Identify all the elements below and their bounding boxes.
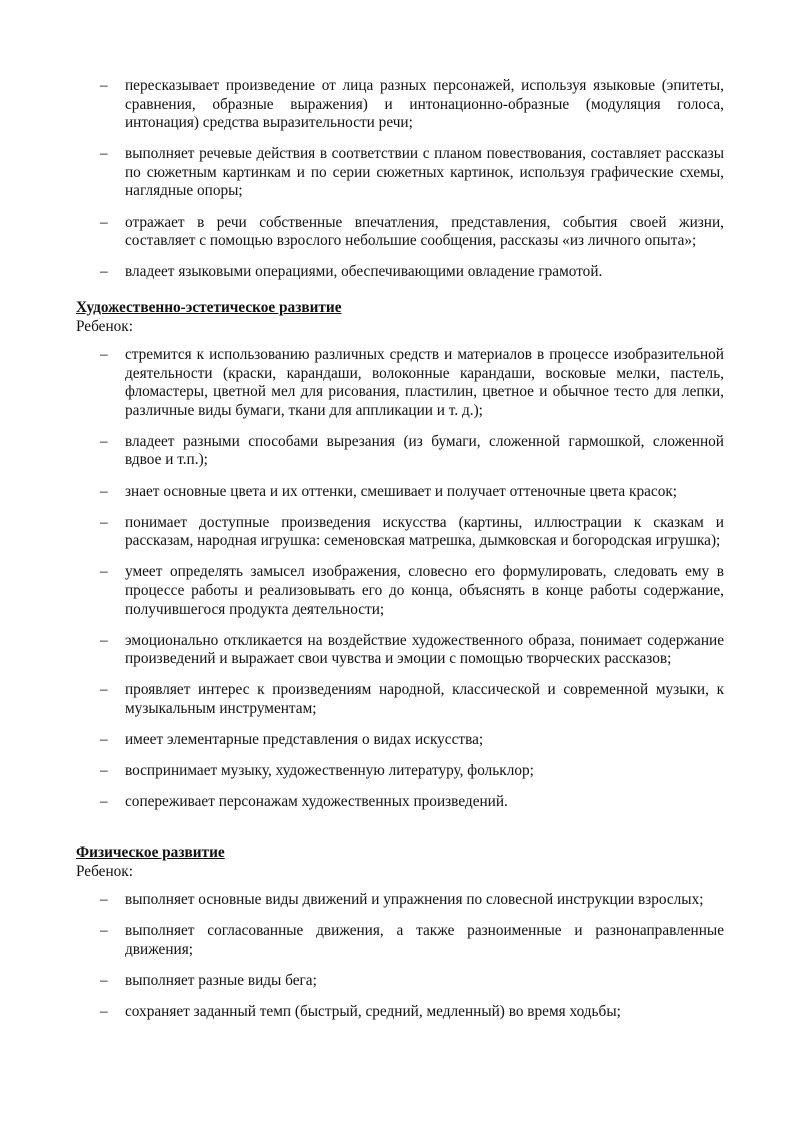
section-subject-art: Ребенок: xyxy=(76,317,133,335)
dash-bullet: – xyxy=(100,77,108,94)
list-item-text: умеет определять замысел изображения, словесно его формулировать, следовать ему в процессе работы и реализовывать его до конца, объяснять в конце работы содержание, получившегося продукта деятельности; xyxy=(125,563,724,618)
dash-bullet: – xyxy=(100,263,108,281)
list-item-text: выполняет речевые действия в соответствии с планом повествования, составляет рассказы по сюжетным картинкам и по серии сюжетных картинок, используя графические схемы, наглядные опоры; xyxy=(125,145,724,200)
dash-bullet: – xyxy=(100,762,108,780)
list-item xyxy=(0,922,800,959)
list-item xyxy=(0,762,800,781)
art-aesthetic-section-header xyxy=(0,299,800,349)
physical-development-list xyxy=(0,891,800,1034)
dash-bullet: – xyxy=(100,891,108,908)
list-item xyxy=(0,346,800,420)
list-item xyxy=(0,1003,800,1022)
list-item-text: сопереживает персонажам художественных произведений. xyxy=(125,793,508,811)
art-aesthetic-list xyxy=(0,346,800,824)
dash-bullet: – xyxy=(100,563,108,581)
list-item-text: выполняет основные виды движений и упражнения по словесной инструкции взрослых; xyxy=(125,891,704,908)
list-item xyxy=(0,514,800,551)
dash-bullet: – xyxy=(100,971,108,989)
list-item xyxy=(0,891,800,910)
list-item-text: знает основные цвета и их оттенки, смешивает и получает оттеночные цвета красок; xyxy=(125,482,678,500)
dash-bullet: – xyxy=(100,432,108,450)
list-item xyxy=(0,681,800,718)
list-item-text: владеет разными способами вырезания (из бумаги, сложенной гармошкой, сложенной вдвое и т.п.); xyxy=(125,432,724,469)
list-item-text: выполняет разные виды бега; xyxy=(125,971,317,989)
speech-development-list xyxy=(0,77,800,294)
list-item-text: эмоционально откликается на воздействие художественного образа, понимает содержание произведений и выражает свои чувства и эмоции с помощью творческих рассказов; xyxy=(125,631,724,668)
list-item-text: пересказывает произведение от лица разных персонажей, используя языковые (эпитеты, сравнения, образные выражения) и интонационно-образные (модуляция голоса, интонация) средства выразительности речи; xyxy=(125,77,724,132)
list-item xyxy=(0,972,800,991)
list-item xyxy=(0,77,800,133)
list-item xyxy=(0,263,800,282)
section-heading-physical: Физическое развитие xyxy=(76,844,225,861)
list-item xyxy=(0,145,800,201)
list-item-text: отражает в речи собственные впечатления, представления, события своей жизни, составляет с помощью взрослого небольшие сообщения, рассказы «из личного опыта»; xyxy=(125,213,724,250)
list-item-text: стремится к использованию различных средств и материалов в процессе изобразительной деятельности (краски, карандаши, волоконные карандаши, восковые мелки, пастель, фломастеры, цветной мел для рисования, пластилин, цветное и обычное тесто для лепки, различные виды бумаги, ткани для аппликации и т. д.); xyxy=(125,346,724,419)
dash-bullet: – xyxy=(100,1002,108,1020)
list-item-text: воспринимает музыку, художественную литературу, фольклор; xyxy=(125,762,534,780)
list-item xyxy=(0,632,800,669)
dash-bullet: – xyxy=(100,482,108,500)
list-item xyxy=(0,483,800,502)
dash-bullet: – xyxy=(100,922,108,940)
dash-bullet: – xyxy=(100,213,108,231)
list-item xyxy=(0,214,800,251)
list-item xyxy=(0,563,800,619)
dash-bullet: – xyxy=(100,513,108,531)
list-item-text: выполняет согласованные движения, а также разноименные и разнонаправленные движения; xyxy=(125,922,724,958)
dash-bullet: – xyxy=(100,631,108,649)
dash-bullet: – xyxy=(100,731,108,748)
list-item-text: имеет элементарные представления о видах искусства; xyxy=(125,731,484,748)
dash-bullet: – xyxy=(100,145,108,163)
list-item xyxy=(0,793,800,812)
section-subject-physical: Ребенок: xyxy=(76,862,133,880)
list-item-text: владеет языковыми операциями, обеспечивающими овладение грамотой. xyxy=(125,263,603,281)
list-item-text: сохраняет заданный темп (быстрый, средний, медленный) во время ходьбы; xyxy=(125,1002,621,1020)
dash-bullet: – xyxy=(100,346,108,363)
section-heading-art: Художественно-эстетическое развитие xyxy=(76,299,342,316)
physical-section-header xyxy=(0,844,800,894)
dash-bullet: – xyxy=(100,681,108,699)
list-item-text: понимает доступные произведения искусства (картины, иллюстрации к сказкам и рассказам, народная игрушка: семеновская матрешка, дымковская и богородская игрушка); xyxy=(125,513,724,550)
list-item-text: проявляет интерес к произведениям народной, классической и современной музыки, к музыкальным инструментам; xyxy=(125,681,724,717)
dash-bullet: – xyxy=(100,793,108,811)
list-item xyxy=(0,731,800,750)
list-item xyxy=(0,433,800,470)
